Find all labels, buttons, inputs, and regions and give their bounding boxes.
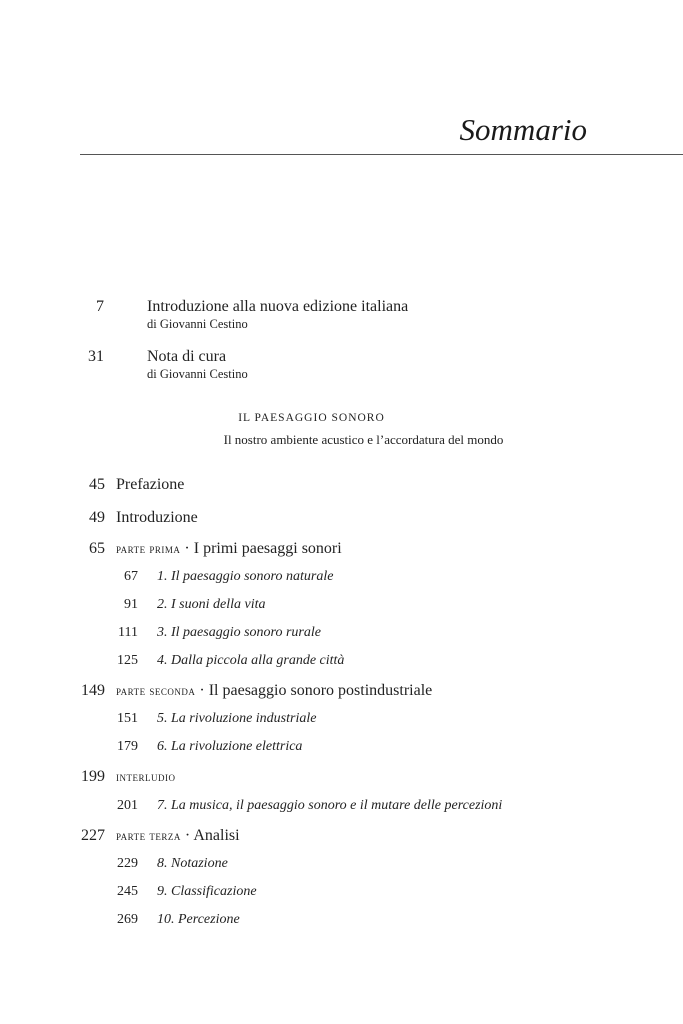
chapter-title: 6. La rivoluzione elettrica bbox=[157, 739, 303, 754]
toc-chapter bbox=[0, 649, 683, 673]
chapter-title: 8. Notazione bbox=[157, 856, 228, 871]
chapter-title: 9. Classificazione bbox=[157, 884, 257, 899]
toc-chapter bbox=[0, 794, 683, 818]
toc-chapter bbox=[0, 908, 683, 932]
page-number: 245 bbox=[117, 884, 138, 899]
toc-entry bbox=[0, 345, 683, 369]
toc-part bbox=[0, 824, 683, 848]
chapter-title: 5. La rivoluzione industriale bbox=[157, 711, 317, 726]
book-title: IL PAESAGGIO SONORO bbox=[238, 412, 385, 424]
entry-title: Introduzione alla nuova edizione italiana bbox=[147, 298, 409, 315]
toc-chapter bbox=[0, 880, 683, 904]
page-number: 269 bbox=[117, 912, 138, 927]
title-rule bbox=[80, 154, 683, 155]
page-number: 91 bbox=[124, 597, 138, 612]
page-number: 179 bbox=[117, 739, 138, 754]
toc-entry bbox=[0, 506, 683, 530]
page-number: 199 bbox=[81, 768, 105, 785]
toc-part bbox=[0, 537, 683, 561]
entry-author: di Giovanni Cestino bbox=[147, 367, 248, 381]
chapter-title: 3. Il paesaggio sonoro rurale bbox=[157, 625, 321, 640]
separator: · bbox=[195, 682, 209, 699]
chapter-title: 7. La musica, il paesaggio sonoro e il mutare delle percezioni bbox=[157, 798, 503, 813]
separator: · bbox=[180, 827, 194, 844]
entry-author: di Giovanni Cestino bbox=[147, 317, 248, 331]
entry-title: Introduzione bbox=[116, 509, 198, 526]
toc-chapter bbox=[0, 621, 683, 645]
page-number: 111 bbox=[118, 625, 138, 640]
page-number: 31 bbox=[88, 348, 104, 365]
page-number: 65 bbox=[89, 540, 105, 557]
page-number: 7 bbox=[96, 298, 104, 315]
part-label: parte terza bbox=[116, 828, 181, 843]
entry-title: Prefazione bbox=[116, 476, 185, 493]
part-label: parte prima bbox=[116, 541, 181, 556]
book-subtitle: Il nostro ambiente acustico e l’accordatura del mondo bbox=[223, 432, 504, 447]
chapter-title: 1. Il paesaggio sonoro naturale bbox=[157, 569, 334, 584]
separator: · bbox=[180, 540, 194, 557]
toc-entry bbox=[0, 295, 683, 319]
toc-part bbox=[0, 679, 683, 703]
page-number: 229 bbox=[117, 856, 138, 871]
toc-chapter bbox=[0, 707, 683, 731]
chapter-title: 10. Percezione bbox=[157, 912, 240, 927]
toc-part bbox=[0, 765, 683, 789]
entry-title: Nota di cura bbox=[147, 348, 227, 365]
part-label: parte seconda bbox=[116, 683, 196, 698]
part-title: I primi paesaggi sonori bbox=[193, 540, 342, 557]
page-number: 49 bbox=[89, 509, 105, 526]
page-number: 67 bbox=[124, 569, 138, 584]
page-number: 227 bbox=[81, 827, 105, 844]
part-title: Analisi bbox=[193, 827, 240, 844]
page-number: 201 bbox=[117, 798, 138, 813]
part-title: Il paesaggio sonoro postindustriale bbox=[208, 682, 433, 699]
page-number: 45 bbox=[89, 476, 105, 493]
chapter-title: 2. I suoni della vita bbox=[157, 597, 266, 612]
page-title: Sommario bbox=[459, 112, 587, 147]
toc-chapter bbox=[0, 852, 683, 876]
page-number: 149 bbox=[81, 682, 105, 699]
page-number: 151 bbox=[117, 711, 138, 726]
toc-chapter bbox=[0, 593, 683, 617]
toc-chapter bbox=[0, 565, 683, 589]
page-number: 125 bbox=[117, 653, 138, 668]
chapter-title: 4. Dalla piccola alla grande città bbox=[157, 653, 345, 668]
toc-entry bbox=[0, 473, 683, 497]
part-label: interludio bbox=[116, 769, 176, 784]
toc-chapter bbox=[0, 735, 683, 759]
